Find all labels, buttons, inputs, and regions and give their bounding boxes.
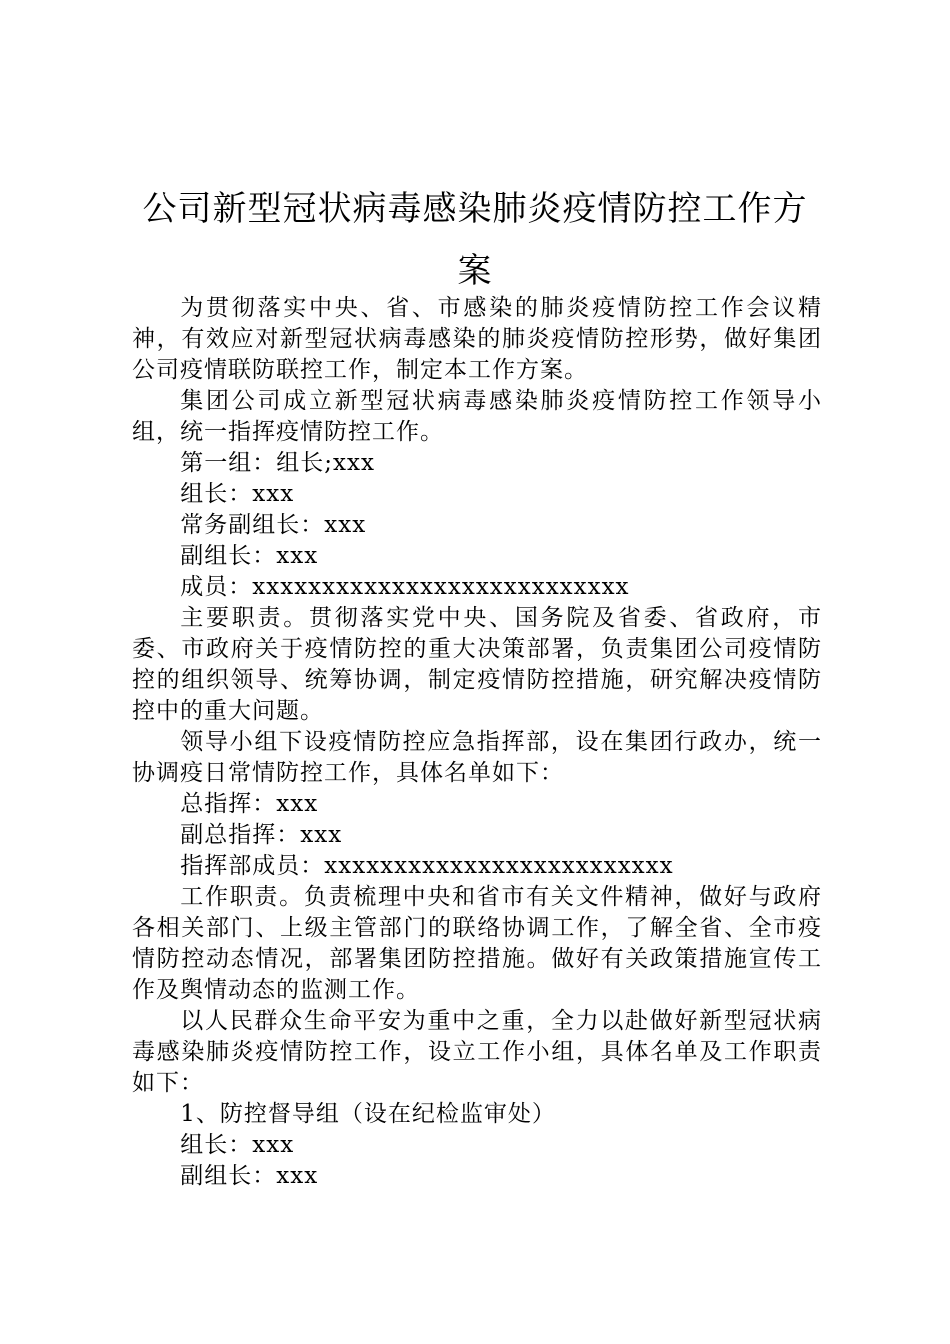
paragraph-work-duties: 工作职责。负责梳理中央和省市有关文件精神，做好与政府各相关部门、上级主管部门的联络协调工作，了解全省、全市疫情防控动态情况，部署集团防控措施。做好有关政策措施宣传工作及舆情动态的监测工作。 <box>132 884 822 1003</box>
paragraph-supervision-group: 1、防控督导组（设在纪检监审处） <box>180 1101 556 1127</box>
paragraph-executive-deputy: 常务副组长：xxx <box>180 512 367 538</box>
paragraph-deputy-commander: 副总指挥：xxx <box>180 822 343 848</box>
paragraph-command-center: 领导小组下设疫情防控应急指挥部，设在集团行政办，统一协调疫日常情防控工作，具体名单如下： <box>132 729 822 786</box>
paragraph-deputy-leader: 副组长：xxx <box>180 543 319 569</box>
paragraph-supervision-leader: 组长：xxx <box>180 1132 295 1158</box>
paragraph-first-group: 第一组：组长;xxx <box>180 450 375 476</box>
paragraph-supervision-deputy: 副组长：xxx <box>180 1163 319 1189</box>
document-body <box>132 293 822 1192</box>
paragraph-leader: 组长：xxx <box>180 481 295 507</box>
paragraph-members: 成员：xxxxxxxxxxxxxxxxxxxxxxxxxxx <box>180 574 630 600</box>
paragraph-intro: 为贯彻落实中央、省、市感染的肺炎疫情防控工作会议精神，有效应对新型冠状病毒感染的肺炎疫情防控形势，做好集团公司疫情联防联控工作，制定本工作方案。 <box>132 295 822 383</box>
paragraph-commander: 总指挥：xxx <box>180 791 319 817</box>
paragraph-work-groups: 以人民群众生命平安为重中之重，全力以赴做好新型冠状病毒感染肺炎疫情防控工作，设立工作小组，具体名单及工作职责如下： <box>132 1008 822 1096</box>
document-title: 公司新型冠状病毒感染肺炎疫情防控工作方案 <box>142 189 808 291</box>
paragraph-leading-group: 集团公司成立新型冠状病毒感染肺炎疫情防控工作领导小组，统一指挥疫情防控工作。 <box>132 388 822 445</box>
paragraph-main-duties: 主要职责。贯彻落实党中央、国务院及省委、省政府，市委、市政府关于疫情防控的重大决策部署，负责集团公司疫情防控的组织领导、统筹协调，制定疫情防控措施，研究解决疫情防控中的重大问题。 <box>132 605 822 724</box>
paragraph-command-members: 指挥部成员：xxxxxxxxxxxxxxxxxxxxxxxxx <box>180 853 674 879</box>
